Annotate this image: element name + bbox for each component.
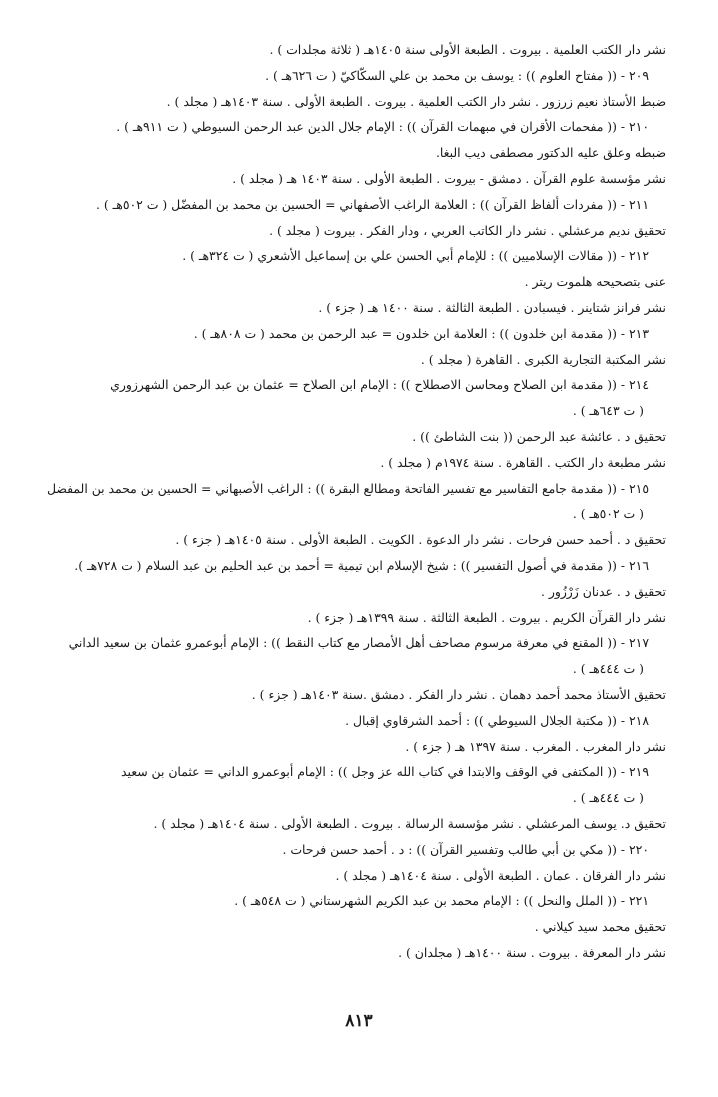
bibliography-entry-line: ٢١٢ - (( مقالات الإسلاميين )) : للإمام أبي الحسن علي بن إسماعيل الأشعري ( ت ٣٢٤هـ ) . [182,248,649,264]
bibliography-list [40,37,666,966]
publication-detail-line: نشر مؤسسة علوم القرآن . دمشق - بيروت . الطبعة الأولى . سنة ١٤٠٣ هـ ( مجلد ) . [232,170,666,186]
publication-detail-line: تحقيق نديم مرعشلي . نشر دار الكاتب العربي ، ودار الفكر . بيروت ( مجلد ) . [269,222,666,238]
publication-detail-line: نشر دار الكتب العلمية . بيروت . الطبعة الأولى سنة ١٤٠٥هـ ( ثلاثة مجلدات ) . [269,42,666,57]
bibliography-entry-line: ٢١٠ - (( مفحمات الأقران في مبهمات القرآن )) : الإمام جلال الدين عبد الرحمن السيوطي ( ت ٩١١هـ ) . [116,119,649,135]
publication-detail-line: نشر فرانز شتاينر . فيسبادن . الطبعة الثالثة . سنة ١٤٠٠ هـ ( جزء ) . [318,299,666,315]
publication-detail-line: تحقيق د . عائشة عبد الرحمن (( بنت الشاطئ )) . [412,428,666,444]
bibliography-entry-line: ٢١٣ - (( مقدمة ابن خلدون )) : العلامة ابن خلدون = عبد الرحمن بن محمد ( ت ٨٠٨هـ ) . [193,325,649,341]
bibliography-entry-line: ٢١٧ - (( المقنع في معرفة مرسوم مصاحف أهل الأمصار مع كتاب النقط )) : الإمام أبوعمرو عثمان بن سعيد الداني [68,635,649,651]
entry-continuation-line: ( ت ٦٤٣هـ ) . [572,403,644,419]
publication-detail-line: نشر دار القرآن الكريم . بيروت . الطبعة الثالثة . سنة ١٣٩٩هـ ( جزء ) . [307,609,666,625]
bibliography-entry-line: ٢١٥ - (( مقدمة جامع التفاسير مع تفسير الفاتحة ومطالع البقرة )) : الراغب الأصبهاني = الحسين بن محمد بن المفضل [46,480,649,496]
entry-continuation-line: ( ت ٥٠٢هـ ) . [572,506,644,522]
publication-detail-line: نشر دار المعرفة . بيروت . سنة ١٤٠٠هـ ( مجلدان ) . [398,944,666,960]
bibliography-entry-line: ٢٢١ - (( الملل والنحل )) : الإمام محمد بن عبد الكريم الشهرستاني ( ت ٥٤٨هـ ) . [234,893,649,909]
publication-detail-line: تحقيق د . أحمد حسن فرحات . نشر دار الدعوة . الكويت . الطبعة الأولى . سنة ١٤٠٥هـ ( جزء ) . [175,532,666,548]
bibliography-entry-line: ٢٢٠ - (( مكي بن أبي طالب وتفسير القرآن )) : د . أحمد حسن فرحات . [282,841,649,857]
bibliography-entry-line: ٢١٦ - (( مقدمة في أصول التفسير )) : شيخ الإسلام ابن تيمية = أحمد بن عبد الحليم بن عبد السلام ( ت ٧٢٨هـ ). [74,557,649,573]
publication-detail-line: نشر مطبعة دار الكتب . القاهرة . سنة ١٩٧٤م ( مجلد ) . [380,454,666,470]
bibliography-entry-line: ٢١٤ - (( مقدمة ابن الصلاح ومحاسن الاصطلاح )) : الإمام ابن الصلاح = عثمان بن عبد الرحمن الشهرزوري [110,377,649,393]
bibliography-entry-line: ٢١١ - (( مفردات ألفاظ القرآن )) : العلامة الراغب الأصفهاني = الحسين بن محمد بن المفضّل ( ت ٥٠٢هـ ) . [96,196,649,212]
bibliography-entry-line: ٢١٩ - (( المكتفى في الوقف والابتدا في كتاب الله عز وجل )) : الإمام أبوعمرو الداني = عثمان بن سعيد [120,764,649,780]
bibliography-entry-line: ٢٠٩ - (( مفتاح العلوم )) : يوسف بن محمد بن علي السكّاكيّ ( ت ٦٢٦هـ ) . [265,67,649,83]
publication-detail-line: نشر دار الفرقان . عمان . الطبعة الأولى . سنة ١٤٠٤هـ ( مجلد ) . [335,867,666,883]
publication-detail-line: نشر دار المغرب . المغرب . سنة ١٣٩٧ هـ ( جزء ) . [405,738,666,754]
entry-continuation-line: ( ت ٤٤٤هـ ) . [572,661,644,677]
publication-detail-line: ضبط الأستاذ نعيم زرزور . نشر دار الكتب العلمية . بيروت . الطبعة الأولى . سنة ١٤٠٣هـ ( مجلد ) . [166,93,666,109]
publication-detail-line: تحقيق محمد سيد كيلاني . [534,919,666,935]
publication-detail-line: نشر المكتبة التجارية الكبرى . القاهرة ( مجلد ) . [420,351,666,367]
publication-detail-line: عنى بتصحيحه هلموت ريتر . [524,274,666,290]
entry-continuation-line: ( ت ٤٤٤هـ ) . [572,790,644,806]
publication-detail-line: ضبطه وعلق عليه الدكتور مصطفى ديب البغا. [435,145,666,161]
publication-detail-line: تحقيق د. يوسف المرعشلي . نشر مؤسسة الرسالة . بيروت . الطبعة الأولى . سنة ١٤٠٤هـ ( مجلد ) . [153,815,666,831]
page-number: ٨١٣ [345,1011,373,1031]
publication-detail-line: تحقيق الأستاذ محمد أحمد دهمان . نشر دار الفكر . دمشق .سنة ١٤٠٣هـ ( جزء ) . [251,686,666,702]
publication-detail-line: تحقيق د . عدنان زَرْزُور . [540,583,666,599]
bibliography-entry-line: ٢١٨ - (( مكتبة الجلال السيوطي )) : أحمد الشرقاوي إقبال . [345,712,649,728]
